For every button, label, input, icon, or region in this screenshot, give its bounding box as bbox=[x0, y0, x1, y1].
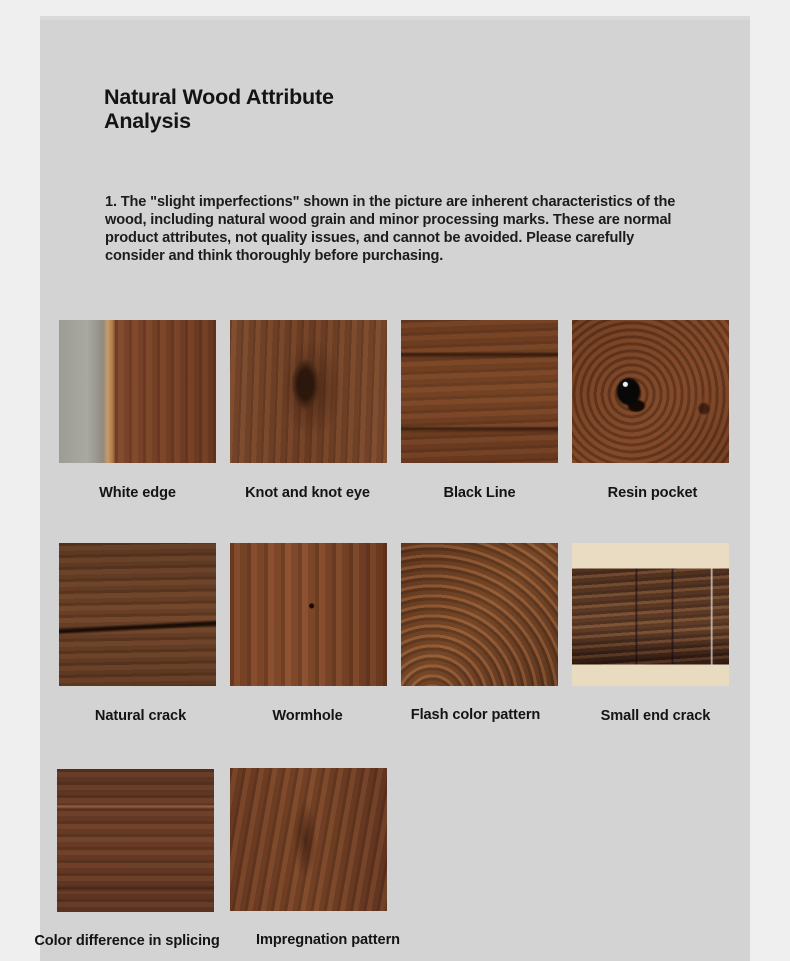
wood-sample-resin-pocket-image bbox=[572, 320, 729, 463]
attribute-label: White edge bbox=[99, 485, 176, 501]
page-title: Natural Wood Attribute Analysis bbox=[104, 85, 334, 133]
wood-sample-wormhole-image bbox=[230, 543, 387, 686]
wood-sample-white-edge-image bbox=[59, 320, 216, 463]
wood-sample-impregnation-image bbox=[230, 768, 387, 911]
attribute-label: Flash color pattern bbox=[410, 707, 541, 723]
wood-sample-splicing-image bbox=[57, 769, 214, 912]
attribute-label: Wormhole bbox=[272, 708, 343, 724]
attribute-label: Color difference in splicing bbox=[34, 933, 220, 949]
wood-sample-flash-pattern-image bbox=[401, 543, 558, 686]
attribute-label: Black Line bbox=[443, 485, 516, 501]
attribute-label: Resin pocket bbox=[607, 485, 698, 501]
attribute-label: Small end crack bbox=[600, 708, 711, 724]
wood-sample-knot-image bbox=[230, 320, 387, 463]
attribute-label: Natural crack bbox=[94, 708, 187, 724]
wood-sample-black-line-image bbox=[401, 320, 558, 463]
attribute-label: Impregnation pattern bbox=[256, 932, 400, 948]
description-text: 1. The "slight imperfections" shown in the picture are inherent characteristics of the wood, including natural wood grain and minor processing marks. These are normal product attributes, not quality issues, and cannot be avoided. Please carefully consider and think thoroughly before purchasing. bbox=[105, 194, 676, 264]
wood-sample-end-crack-image bbox=[572, 543, 729, 686]
wood-sample-natural-crack-image bbox=[59, 543, 216, 686]
attribute-label: Knot and knot eye bbox=[245, 485, 370, 501]
